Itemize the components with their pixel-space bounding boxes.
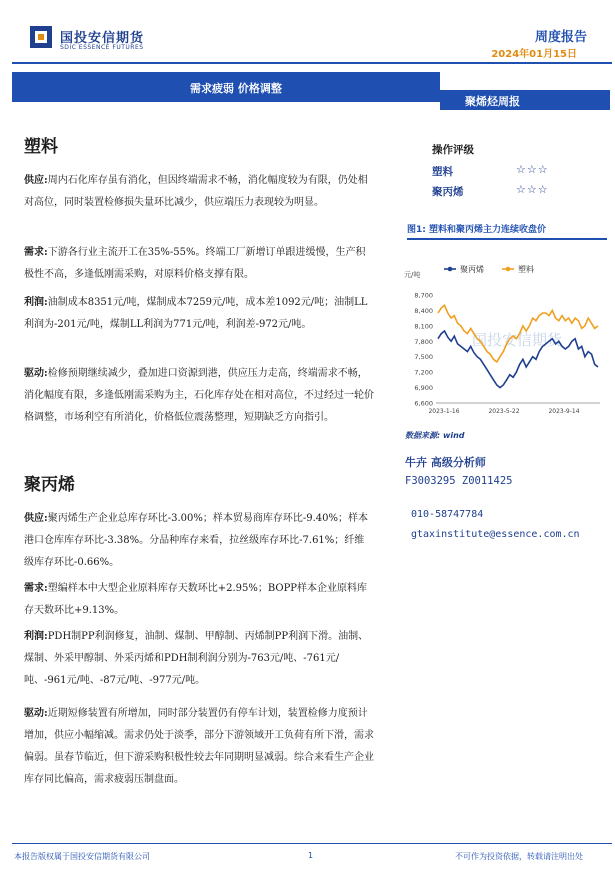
analyst-phone: 010-58747784 xyxy=(411,509,484,520)
text: 下游各行业主流开工在35%-55%。终端工厂新增订单跟进缓慢，生产积极性不高，多逢低刚需采购，对原料价格支撑有限。 xyxy=(24,247,366,280)
rating-stars-pp: ☆☆☆ xyxy=(516,183,549,196)
company-name-en: SDIC ESSENCE FUTURES xyxy=(60,44,144,51)
legend-marker xyxy=(506,267,511,272)
plastic-supply xyxy=(24,170,374,214)
pp-profit xyxy=(24,626,374,692)
footer-disclaimer: 不可作为投资依据，转载请注明出处 xyxy=(455,852,583,861)
label: 需求: xyxy=(24,583,48,594)
y-tick-label: 7,800 xyxy=(414,337,433,346)
pp-supply xyxy=(24,508,374,574)
figure-title: 图1: 塑料和聚丙烯主力连续收盘价 xyxy=(407,225,546,235)
x-tick-label: 2023-5-22 xyxy=(488,408,520,415)
text: 周内石化库存虽有消化，但因终端需求不畅，消化幅度较为有限，仍处相对高位，同时装置检修损失量环比减少，供应端压力表现较为明显。 xyxy=(24,175,368,208)
header-divider xyxy=(12,62,612,64)
label: 利润: xyxy=(24,631,48,642)
price-line-chart xyxy=(402,255,607,425)
analyst-cert: F3003295 Z0011425 xyxy=(405,475,513,487)
report-tag-label: 聚烯烃周报 xyxy=(465,95,520,108)
y-tick-label: 8,400 xyxy=(414,306,433,315)
pp-driver xyxy=(24,703,374,791)
plastic-driver xyxy=(24,363,374,429)
rating-name-pp: 聚丙烯 xyxy=(432,186,464,198)
y-tick-label: 6,600 xyxy=(414,399,433,408)
figure-source: 数据来源: wind xyxy=(405,431,465,440)
company-logo-icon xyxy=(30,26,52,48)
text: PDH制PP利润修复，油制、煤制、甲醇制、丙烯制PP利润下滑。油制、煤制、外采甲醇制、外采丙烯和PDH制利润分别为-763元/吨、-761元/吨、-961元/吨、-87元/吨、-977元/吨。 xyxy=(24,631,369,686)
x-tick-label: 2023-1-16 xyxy=(428,408,460,415)
plastic-demand xyxy=(24,242,374,286)
footer-copyright: 本报告版权属于国投安信期货有限公司 xyxy=(14,852,150,861)
y-tick-label: 8,100 xyxy=(414,322,433,331)
chart-watermark: 国投安信期货 xyxy=(471,331,563,349)
y-tick-label: 7,500 xyxy=(414,353,433,362)
y-tick-label: 7,200 xyxy=(414,368,433,377)
report-type: 周度报告 xyxy=(534,30,587,45)
rating-name-plastic: 塑料 xyxy=(432,166,453,178)
section-title-pp: 聚丙烯 xyxy=(24,475,75,495)
section-title-plastic: 塑料 xyxy=(24,137,58,157)
text: 近期短修装置有所增加，同时部分装置仍有停车计划，装置检修力度预计增加，供应小幅缩减。需求仍处于淡季，部分下游领域开工负荷有所下滑，需求偏弱。虽春节临近，但下游采购积极性较去年同期明显减弱。综合来看生产企业库存同比偏高，需求疲弱压制盘面。 xyxy=(24,708,374,785)
label: 利润: xyxy=(24,297,48,308)
text: 检修预期继续减少，叠加进口资源到港，供应压力走高，终端需求不畅，消化幅度有限，多逢低刚需采购为主，石化库存处在相对高位，不过经过一轮价格调整，市场利空有所消化，价格低位震荡整理，短期缺乏方向指引。 xyxy=(24,368,374,423)
y-axis-unit: 元/吨 xyxy=(404,271,421,279)
pp-demand xyxy=(24,578,374,622)
label: 需求: xyxy=(24,247,48,258)
label: 驱动: xyxy=(24,708,48,719)
rating-title: 操作评级 xyxy=(432,144,474,156)
label: 驱动: xyxy=(24,368,48,379)
report-headline: 需求疲弱 价格调整 xyxy=(190,82,282,95)
analyst-email: gtaxinstitute@essence.com.cn xyxy=(411,529,580,540)
plastic-profit xyxy=(24,292,374,336)
rating-stars-plastic: ☆☆☆ xyxy=(516,163,549,176)
legend-marker xyxy=(448,267,453,272)
legend-label: 聚丙烯 xyxy=(460,265,484,274)
text: 聚丙烯生产企业总库存环比-3.00%；样本贸易商库存环比-9.40%；样本港口仓库库存环比-3.38%。分品种库存来看，拉丝级库存环比-7.61%；纤维级库存环比-0.66%。 xyxy=(24,513,368,568)
text: 油制成本8351元/吨，煤制成本7259元/吨，成本差1092元/吨；油制LL利润为-201元/吨，煤制LL利润为771元/吨，利润差-972元/吨。 xyxy=(24,297,368,330)
legend-label: 塑料 xyxy=(518,265,534,274)
report-date: 2024年01月15日 xyxy=(491,49,577,60)
figure-title-divider xyxy=(407,238,607,240)
label: 供应: xyxy=(24,513,48,524)
y-tick-label: 8,700 xyxy=(414,291,433,300)
text: 塑编样本中大型企业原料库存天数环比+2.95%；BOPP样本企业原料库存天数环比+9.13%。 xyxy=(24,583,368,616)
x-tick-label: 2023-9-14 xyxy=(548,408,580,415)
page-number: 1 xyxy=(308,851,314,860)
label: 供应: xyxy=(24,175,48,186)
analyst-name: 牛卉 高级分析师 xyxy=(405,456,486,469)
footer-divider xyxy=(12,843,612,844)
company-name: 国投安信期货 xyxy=(60,31,145,46)
y-tick-label: 6,900 xyxy=(414,384,433,393)
